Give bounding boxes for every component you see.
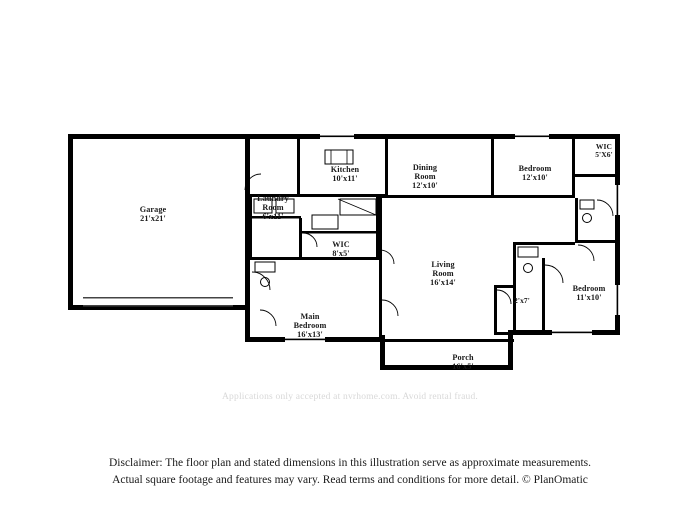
room-label-closet-small: [503, 297, 541, 305]
room-dimensions: 6'x11': [262, 212, 284, 222]
room-label-bedroom-3: [548, 284, 630, 302]
room-name: Room: [262, 203, 284, 213]
room-dimensions: 16'x5': [452, 362, 474, 372]
room-label-laundry: [240, 194, 306, 222]
room-name: Bedroom: [293, 321, 327, 331]
room-label-bedroom-2: [495, 164, 575, 182]
room-dimensions: 10'x11': [332, 174, 358, 184]
room-name: Porch: [452, 353, 474, 362]
room-dimensions: 12'x10': [412, 181, 438, 191]
disclaimer-line-2: Actual square footage and features may vary. Read terms and conditions for more detail. © PlanOmatic: [112, 473, 588, 486]
room-name: Kitchen: [330, 165, 360, 174]
room-dimensions: 16'x14': [430, 278, 456, 288]
room-name: Bedroom: [518, 164, 552, 173]
room-label-dining: [385, 163, 465, 191]
room-dimensions: 8'x5': [332, 249, 350, 259]
disclaimer-text: [0, 455, 700, 488]
room-name: Main: [300, 312, 320, 321]
room-label-wic-2: [578, 143, 630, 160]
room-name: Room: [432, 269, 454, 279]
room-name: Garage: [139, 205, 167, 214]
room-name: Dining: [412, 163, 438, 172]
room-name: Laundry: [257, 194, 289, 203]
room-name: WIC: [332, 240, 350, 249]
room-label-main-bedroom: [265, 312, 355, 340]
room-name: WIC: [595, 142, 613, 151]
room-dimensions: 11'x10': [576, 293, 602, 303]
room-dimensions: 5'X6': [595, 150, 613, 160]
room-name: Bedroom: [572, 284, 606, 293]
room-dimensions: 12'x10': [522, 173, 548, 183]
room-label-kitchen: [300, 165, 390, 183]
room-dimensions: 21'x21': [140, 214, 166, 224]
room-dimensions: 16'x13': [297, 330, 323, 340]
room-dimensions: 2'x7': [514, 296, 530, 305]
room-label-garage: [78, 205, 228, 223]
room-label-wic-main: [310, 240, 372, 258]
room-label-living: [402, 260, 484, 288]
room-label-porch: [418, 353, 508, 371]
room-name: Room: [414, 172, 436, 182]
watermark-text: Applications only accepted at nvrhome.com. Avoid rental fraud.: [222, 392, 478, 402]
disclaimer-line-1: Disclaimer: The floor plan and stated dimensions in this illustration serve as approximate measurements.: [108, 457, 592, 469]
room-name: Living: [431, 260, 455, 269]
